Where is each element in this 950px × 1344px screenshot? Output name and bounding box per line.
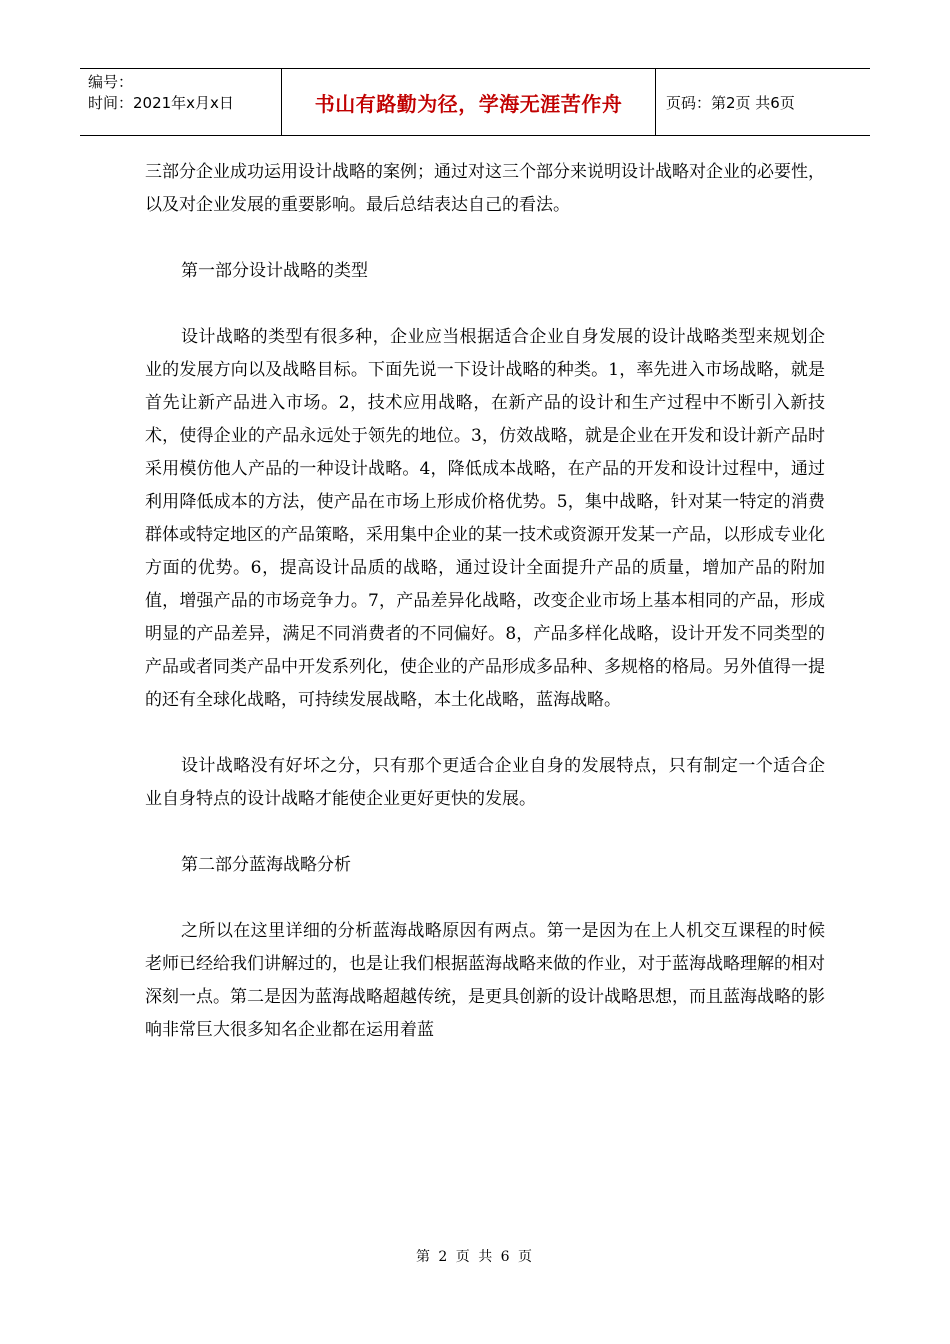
paragraph-blue-ocean: 之所以在这里详细的分析蓝海战略原因有两点。第一是因为在上人机交互课程的时候老师已经给我们讲解过的，也是让我们根据蓝海战略来做的作业，对于蓝海战略理解的相对深刻一点。第二是因为蓝海战略超越传统，是更具创新的设计战略思想，而且蓝海战略的影响非常巨大很多知名企业都在运用着蓝 (145, 921, 825, 1040)
document-body (145, 156, 825, 1047)
number-label: 编号： (88, 73, 134, 91)
header-motto: 书山有路勤为径，学海无涯苦作舟 (282, 69, 656, 135)
page-header (80, 68, 870, 136)
header-meta (80, 69, 282, 135)
paragraph-strategy-summary: 设计战略没有好坏之分，只有那个更适合企业自身的发展特点，只有制定一个适合企业自身特点的设计战略才能使企业更好更快的发展。 (145, 756, 825, 809)
header-page-label: 页码：第2页 共6页 (666, 93, 795, 112)
paragraph-strategy-types: 设计战略的类型有很多种，企业应当根据适合企业自身发展的设计战略类型来规划企业的发展方向以及战略目标。下面先说一下设计战略的种类。1，率先进入市场战略，就是首先让新产品进入市场。2，技术应用战略，在新产品的设计和生产过程中不断引入新技术，使得企业的产品永远处于领先的地位。3，仿效战略，就是企业在开发和设计新产品时采用模仿他人产品的一种设计战略。4，降低成本战略，在产品的开发和设计过程中，通过利用降低成本的方法，使产品在市场上形成价格优势。5，集中战略，针对某一特定的消费群体或特定地区的产品策略，采用集中企业的某一技术或资源开发某一产品，以形成专业化方面的优势。6，提高设计品质的战略，通过设计全面提升产品的质量，增加产品的附加值，增强产品的市场竞争力。7，产品差异化战略，改变企业市场上基本相同的产品，形成明显的产品差异，满足不同消费者的不同偏好。8，产品多样化战略，设计开发不同类型的产品或者同类产品中开发系列化，使企业的产品形成多品种、多规格的格局。另外值得一提的还有全球化战略，可持续发展战略，本土化战略，蓝海战略。 (145, 327, 825, 710)
paragraph-intro: 三部分企业成功运用设计战略的案例；通过对这三个部分来说明设计战略对企业的必要性，以及对企业发展的重要影响。最后总结表达自己的看法。 (145, 162, 825, 215)
section-heading-2: 第二部分蓝海战略分析 (181, 855, 351, 875)
section-heading-1: 第一部分设计战略的类型 (181, 261, 368, 281)
page-footer: 第 2 页 共 6 页 (415, 1249, 535, 1265)
time-label: 时间：2021年x月x日 (88, 94, 234, 112)
